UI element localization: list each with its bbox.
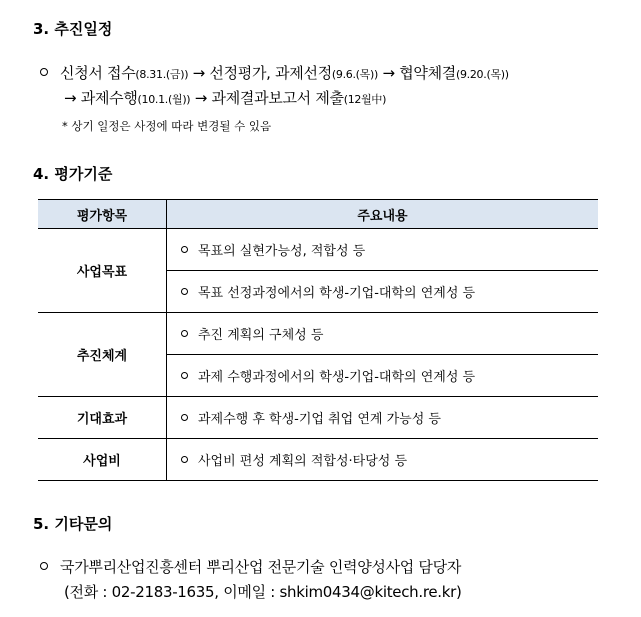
cell-text: 목표의 실현가능성, 적합성 등	[198, 244, 366, 259]
table-row	[38, 439, 598, 481]
cell-text: 추진 계획의 구체성 등	[198, 328, 324, 343]
bullet-circle-icon	[181, 288, 188, 295]
bullet-circle-icon	[40, 562, 48, 570]
schedule-date-report: (12월中)	[343, 93, 387, 106]
bullet-circle-icon	[40, 68, 48, 76]
bullet-circle-icon	[181, 372, 188, 379]
section-4-title: 4. 평가기준	[33, 165, 113, 183]
table-cell	[167, 355, 599, 397]
table-cell	[167, 313, 599, 355]
evaluation-criteria-table	[38, 199, 598, 481]
cell-text: 사업비 편성 계획의 적합성·타당성 등	[198, 454, 408, 469]
schedule-step-evaluation: 선정평가, 과제선정	[209, 64, 332, 82]
schedule-note: * 상기 일정은 사정에 따라 변경될 수 있음	[62, 119, 272, 133]
schedule-step-application: 신청서 접수	[60, 64, 136, 82]
arrow-right-icon: →	[64, 89, 81, 107]
table-cell	[167, 271, 599, 313]
schedule-step-agreement: 협약체결	[399, 64, 456, 82]
contact-person: 국가뿌리산업진흥센터 뿌리산업 전문기술 인력양성사업 담당자	[60, 558, 462, 576]
row-item-expected-effect: 기대효과	[38, 397, 167, 439]
table-row	[38, 313, 598, 355]
bullet-circle-icon	[181, 246, 188, 253]
arrow-right-icon: →	[377, 64, 400, 82]
schedule-line-2	[64, 87, 386, 108]
cell-text: 목표 선정과정에서의 학생-기업-대학의 연계성 등	[198, 286, 476, 301]
table-header-row	[38, 200, 598, 229]
header-main-content: 주요내용	[167, 200, 599, 229]
row-item-business-goal: 사업목표	[38, 229, 167, 313]
table-row	[38, 229, 598, 271]
schedule-date-execution: (10.1.(월))	[137, 93, 191, 106]
header-evaluation-item: 평가항목	[38, 200, 167, 229]
section-3-title: 3. 추진일정	[33, 20, 113, 38]
bullet-circle-icon	[181, 330, 188, 337]
schedule-step-report: 과제결과보고서 제출	[211, 89, 344, 107]
table-row	[38, 397, 598, 439]
row-item-budget: 사업비	[38, 439, 167, 481]
schedule-line-1	[40, 62, 509, 83]
table-cell	[167, 229, 599, 271]
row-item-promotion-system: 추진체계	[38, 313, 167, 397]
section-5-title: 5. 기타문의	[33, 515, 113, 533]
contact-detail: (전화 : 02-2183-1635, 이메일 : shkim0434@kitech.re.kr)	[64, 583, 462, 601]
schedule-date-agreement: (9.20.(목))	[455, 68, 509, 81]
cell-text: 과제수행 후 학생-기업 취업 연계 가능성 등	[198, 412, 441, 427]
arrow-right-icon: →	[190, 89, 212, 107]
arrow-right-icon: →	[188, 64, 210, 82]
cell-text: 과제 수행과정에서의 학생-기업-대학의 연계성 등	[198, 370, 476, 385]
schedule-step-execution: 과제수행	[80, 89, 138, 107]
table-cell	[167, 397, 599, 439]
table-cell	[167, 439, 599, 481]
bullet-circle-icon	[181, 414, 188, 421]
contact-line	[40, 556, 461, 577]
schedule-date-application: (8.31.(금))	[135, 68, 189, 81]
bullet-circle-icon	[181, 456, 188, 463]
schedule-date-evaluation: (9.6.(목))	[331, 68, 378, 81]
